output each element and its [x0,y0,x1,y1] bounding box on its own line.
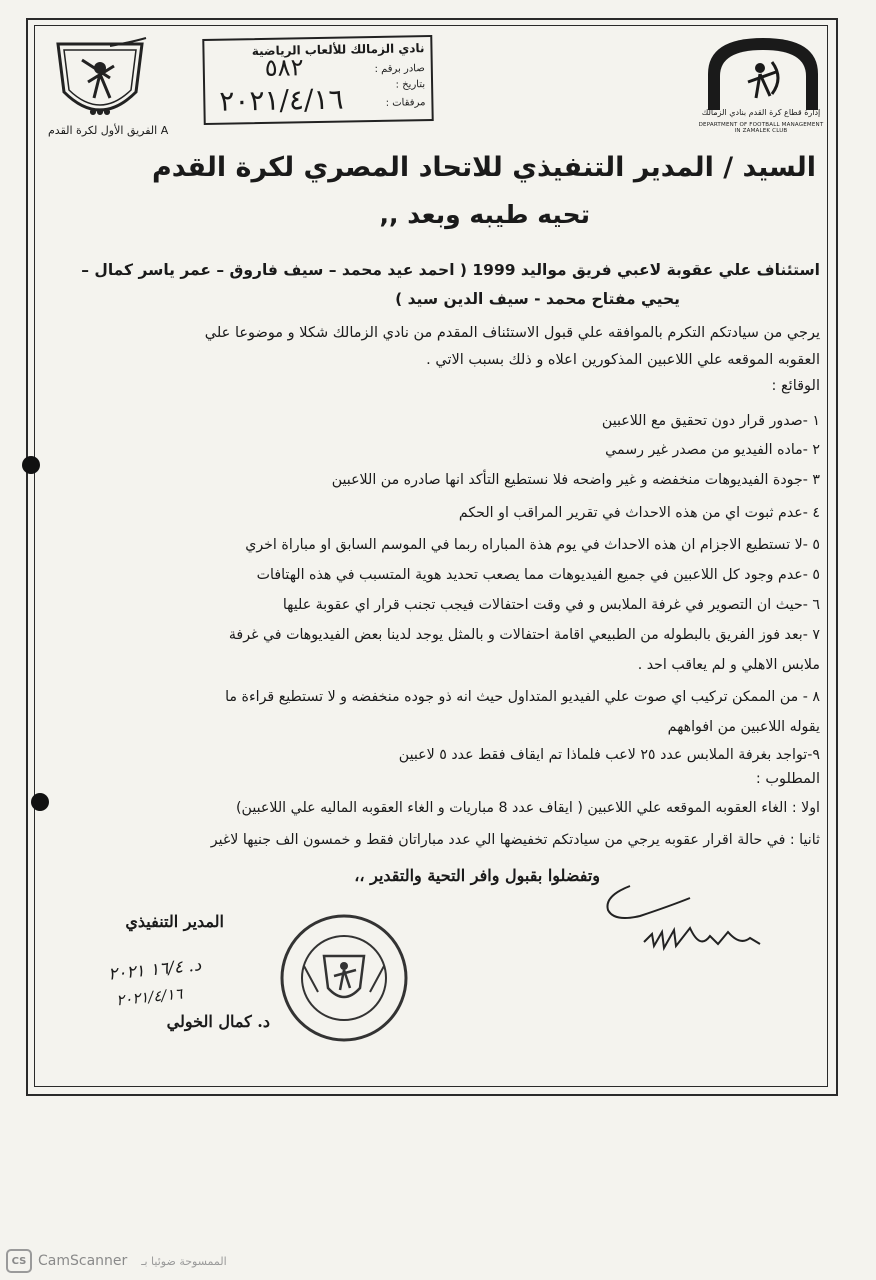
stamp-date-label: بتاريخ : [395,79,426,91]
subject-line: يحيي مفتاح محمد - سيف الدين سيد ) [395,290,680,308]
camscanner-caption: الممسوحة ضوئيا بـ [141,1254,227,1268]
fact-item: ٣ -جودة الفيديوهات منخفضه و غير واضحه فلا نستطيع التأكد انها صادره من اللاعبين [331,472,820,488]
punch-hole [31,793,49,811]
request-item: اولا : الغاء العقوبه الموقعه علي اللاعبين ( ايقاف عدد 8 مباريات و الغاء العقوبه الماليه علي اللاعبين) [236,800,820,816]
stamp-title: نادي الزمالك للألعاب الرياضية [251,41,425,59]
club-seal [274,908,414,1048]
right-logo-caption-en: DEPARTMENT OF FOOTBALL MANAGEMENT IN ZAMALEK CLUB [698,122,824,134]
body-line: العقوبه الموقعه علي اللاعبين المذكورين اعلاه و ذلك بسبب الاتي . [426,352,820,368]
fact-item: ٧ -بعد فوز الفريق بالبطوله من الطبيعي اقامة احتفالات و بالمثل يوجد لدينا بعض الفيديوهات في غرفة [228,627,820,643]
fact-item: ١ -صدور قرار دون تحقيق مع اللاعبين [601,413,820,429]
left-logo-caption: A الفريق الأول لكرة القدم [48,124,169,137]
fact-item: ٦ -حيث ان التصوير في غرفة الملابس و في وقت احتفالات فيجب تجنب قرار اي عقوبة عليها [282,597,820,613]
camscanner-icon: CS [6,1249,32,1273]
signer-title: المدير التنفيذي [125,912,224,931]
svg-text:●●●: ●●● [89,107,111,116]
addressee: السيد / المدير التنفيذي للاتحاد المصري لكرة القدم [151,152,816,183]
subject [60,256,820,314]
fact-item-continuation: يقوله اللاعبين من افواههم [667,719,820,735]
registry-stamp [202,35,433,125]
football-department-logo [700,34,826,112]
closing-line: وتفضلوا بقبول وافر التحية والتقدير ،، [354,866,600,885]
signature [600,880,775,960]
handwritten-date: ٢٠٢١/٤/١٦ [115,984,184,1010]
fact-item: ٥ -عدم وجود كل اللاعبين في جميع الفيديوهات مما يصعب تحديد هوية المتسبب في هذه الهتافات [256,567,820,583]
stamp-issued-label: صادر برقم : [374,63,425,76]
fact-item: ٨ - من الممكن تركيب اي صوت علي الفيديو المتداول حيث انه ذو جوده منخفضه و لا تستطيع قراءة ما [225,689,820,705]
body-paragraph [60,320,820,374]
handwritten-note: د. ١٦/٤ ٢٠٢١ [107,955,203,985]
body-line: يرجي من سيادتكم التكرم بالموافقه علي قبول الاستئناف المقدم من نادي الزمالك شكلا و موضوعا علي [204,325,820,341]
fact-item: ٤ -عدم ثبوت اي من هذه الاحداث في تقرير المراقب او الحكم [458,505,820,521]
camscanner-watermark [6,1250,227,1272]
signer-name: د. كمال الخولي [166,1012,270,1031]
fact-item: ٥ -لا تستطيع الاجزام ان هذه الاحداث في يوم هذة المباراه ربما في الموسم السابق او مباراة اخري [245,537,820,553]
facts-heading: الوقائع : [771,378,820,394]
greeting: تحيه طيبه وبعد ,, [379,200,590,229]
stamp-issued-number: ٥٨٢ [264,53,304,82]
stamp-date-value: ٢٠٢١/٤/١٦ [219,82,344,118]
stamp-attachments-label: مرفقات : [385,97,426,109]
requests-heading: المطلوب : [755,771,820,787]
punch-hole [22,456,40,474]
fact-item-continuation: ملابس الاهلي و لم يعاقب احد . [637,657,820,673]
fact-item: ٢ -ماده الفيديو من مصدر غير رسمي [605,442,820,458]
fact-item: ٩-تواجد بغرفة الملابس عدد ٢٥ لاعب فلماذا تم ايقاف فقط عدد ٥ لاعبين [398,747,820,763]
request-item: ثانيا : في حالة اقرار عقوبه يرجي من سيادتكم تخفيضها الي عدد مباراتان فقط و خمسون الف جنيها لاغير [210,832,820,848]
subject-line: استئناف علي عقوبة لاعبي فريق مواليد 1999 ( احمد عيد محمد – سيف فاروق – عمر ياسر كمال – [81,261,820,279]
right-logo-caption-ar: إدارة قطاع كرة القدم بنادي الزمالك [701,108,821,117]
zamalek-club-logo [50,32,150,128]
camscanner-name: CamScanner [38,1253,128,1269]
